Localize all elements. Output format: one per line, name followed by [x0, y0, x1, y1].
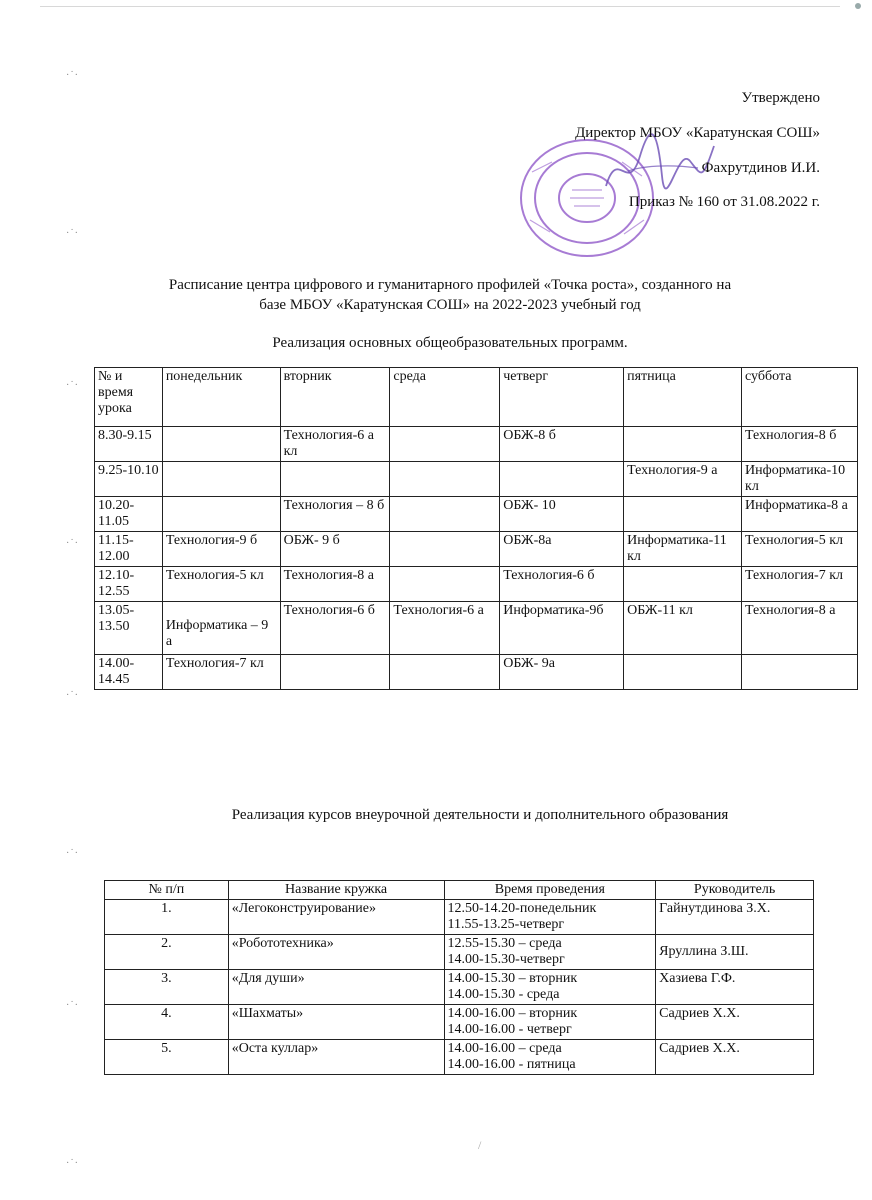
schedule-cell: Технология-8 а	[280, 567, 390, 602]
course-number: 2.	[105, 935, 229, 970]
approval-order: Приказ № 160 от 31.08.2022 г.	[628, 194, 820, 211]
course-number: 5.	[105, 1040, 229, 1075]
course-time-line: 14.00-15.30 – вторник	[447, 971, 578, 986]
schedule-time-cell: 12.10-12.55	[95, 567, 163, 602]
course-leader: Садриев Х.Х.	[656, 1040, 814, 1075]
schedule-row	[95, 462, 858, 497]
courses-row	[105, 935, 814, 970]
schedule-row	[95, 567, 858, 602]
schedule-cell: ОБЖ-8а	[500, 532, 624, 567]
course-name: «Робототехника»	[228, 935, 444, 970]
course-time-line: 14.00-15.30 - среда	[447, 987, 560, 1002]
course-leader: Яруллина З.Ш.	[656, 935, 814, 970]
courses-row	[105, 900, 814, 935]
schedule-cell	[742, 655, 858, 690]
schedule-cell	[280, 462, 390, 497]
course-number: 1.	[105, 900, 229, 935]
document-title-line2: базе МБОУ «Каратунская СОШ» на 2022-2023 учебный год	[259, 297, 641, 313]
schedule-header-cell: четверг	[500, 368, 624, 427]
approval-block	[575, 88, 820, 227]
course-time-line: 11.55-13.25-четверг	[447, 917, 565, 932]
course-time	[444, 1040, 656, 1075]
schedule-cell: Информатика – 9 а	[162, 602, 280, 655]
scan-artifact: /	[478, 1138, 482, 1152]
schedule-cell	[162, 427, 280, 462]
schedule-cell: Технология-9 б	[162, 532, 280, 567]
course-name: «Для души»	[228, 970, 444, 1005]
schedule-cell: ОБЖ- 10	[500, 497, 624, 532]
course-time-line: 12.50-14.20-понедельник	[447, 901, 597, 916]
course-time-line: 14.00-16.00 - пятница	[447, 1057, 576, 1072]
course-number: 3.	[105, 970, 229, 1005]
schedule-header-cell: суббота	[742, 368, 858, 427]
schedule-cell	[390, 532, 500, 567]
course-time	[444, 1005, 656, 1040]
course-time-line: 12.55-15.30 – среда	[447, 936, 562, 951]
schedule-row	[95, 532, 858, 567]
schedule-cell	[280, 655, 390, 690]
schedule-time-cell: 8.30-9.15	[95, 427, 163, 462]
schedule-cell: ОБЖ- 9 б	[280, 532, 390, 567]
course-time-line: 14.00-16.00 - четверг	[447, 1022, 572, 1037]
course-time	[444, 935, 656, 970]
schedule-row	[95, 497, 858, 532]
course-time	[444, 970, 656, 1005]
scan-artifact: ·˙·	[66, 848, 79, 859]
courses-row	[105, 1005, 814, 1040]
schedule-row	[95, 602, 858, 655]
courses-header-cell: Время проведения	[444, 881, 656, 900]
schedule-time-cell: 11.15-12.00	[95, 532, 163, 567]
schedule-cell: Информатика-8 а	[742, 497, 858, 532]
schedule-cell: Технология-5 кл	[742, 532, 858, 567]
schedule-cell: Технология-9 а	[624, 462, 742, 497]
scan-artifact: ·˙·	[66, 70, 79, 81]
document-title-line1: Расписание центра цифрового и гуманитарного профилей «Точка роста», созданного на	[168, 277, 732, 293]
courses-row	[105, 1040, 814, 1075]
schedule-table	[94, 367, 858, 690]
course-time-line: 14.00-16.00 – среда	[447, 1041, 562, 1056]
schedule-cell	[390, 427, 500, 462]
schedule-cell: Технология-5 кл	[162, 567, 280, 602]
courses-header-row	[105, 881, 814, 900]
approval-label: Утверждено	[741, 90, 820, 106]
schedule-cell: Технология-7 кл	[742, 567, 858, 602]
schedule-cell	[624, 427, 742, 462]
schedule-cell: Технология-7 кл	[162, 655, 280, 690]
schedule-cell	[162, 462, 280, 497]
approval-director-name: Фахрутдинов И.И.	[701, 159, 820, 176]
schedule-header-cell: вторник	[280, 368, 390, 427]
courses-header-cell: Руководитель	[656, 881, 814, 900]
scan-hole-mark	[855, 3, 861, 9]
scan-artifact: ·˙·	[66, 690, 79, 701]
schedule-cell: Информатика-10 кл	[742, 462, 858, 497]
schedule-header-cell: среда	[390, 368, 500, 427]
schedule-cell: Технология-8 б	[742, 427, 858, 462]
schedule-time-cell: 10.20-11.05	[95, 497, 163, 532]
course-name: «Оста куллар»	[228, 1040, 444, 1075]
scan-artifact: ·˙·	[66, 380, 79, 391]
schedule-header-cell: № и время урока	[95, 368, 163, 427]
schedule-cell: Технология-6 а кл	[280, 427, 390, 462]
schedule-header-row	[95, 368, 858, 427]
schedule-cell: ОБЖ-11 кл	[624, 602, 742, 655]
schedule-row	[95, 655, 858, 690]
scan-artifact: ·˙·	[66, 1000, 79, 1011]
schedule-cell	[624, 655, 742, 690]
schedule-cell	[162, 497, 280, 532]
schedule-cell: Технология – 8 б	[280, 497, 390, 532]
course-leader: Гайнутдинова З.Х.	[656, 900, 814, 935]
schedule-cell: Технология-6 б	[500, 567, 624, 602]
scan-edge-line	[40, 6, 840, 7]
schedule-cell	[390, 567, 500, 602]
course-leader: Хазиева Г.Ф.	[656, 970, 814, 1005]
schedule-time-cell: 13.05-13.50	[95, 602, 163, 655]
schedule-header-cell: пятница	[624, 368, 742, 427]
schedule-cell	[390, 462, 500, 497]
scan-artifact: ·˙·	[66, 1158, 79, 1169]
courses-header-cell: Название кружка	[228, 881, 444, 900]
schedule-time-cell: 14.00-14.45	[95, 655, 163, 690]
schedule-time-cell: 9.25-10.10	[95, 462, 163, 497]
schedule-cell	[624, 567, 742, 602]
schedule-cell	[500, 462, 624, 497]
schedule-cell	[624, 497, 742, 532]
schedule-cell	[390, 655, 500, 690]
courses-table	[104, 880, 814, 1075]
schedule-row	[95, 427, 858, 462]
scan-artifact: ·˙·	[66, 538, 79, 549]
schedule-cell: Информатика-9б	[500, 602, 624, 655]
approval-director: Директор МБОУ «Каратунская СОШ»	[575, 124, 820, 141]
scan-artifact: ·˙·	[66, 228, 79, 239]
course-time	[444, 900, 656, 935]
schedule-cell: Технология-6 б	[280, 602, 390, 655]
section-title-main-programs: Реализация основных общеобразовательных программ.	[272, 335, 628, 351]
schedule-cell: Технология-8 а	[742, 602, 858, 655]
course-name: «Шахматы»	[228, 1005, 444, 1040]
schedule-cell	[390, 497, 500, 532]
schedule-cell: ОБЖ-8 б	[500, 427, 624, 462]
course-time-line: 14.00-16.00 – вторник	[447, 1006, 578, 1021]
course-number: 4.	[105, 1005, 229, 1040]
course-time-line: 14.00-15.30-четверг	[447, 952, 565, 967]
schedule-cell: Технология-6 а	[390, 602, 500, 655]
course-name: «Легоконструирование»	[228, 900, 444, 935]
schedule-header-cell: понедельник	[162, 368, 280, 427]
courses-row	[105, 970, 814, 1005]
section-title-extracurricular: Реализация курсов внеурочной деятельности и дополнительного образования	[231, 807, 729, 823]
course-leader: Садриев Х.Х.	[656, 1005, 814, 1040]
schedule-cell: ОБЖ- 9а	[500, 655, 624, 690]
courses-header-cell: № п/п	[105, 881, 229, 900]
schedule-cell: Информатика-11 кл	[624, 532, 742, 567]
